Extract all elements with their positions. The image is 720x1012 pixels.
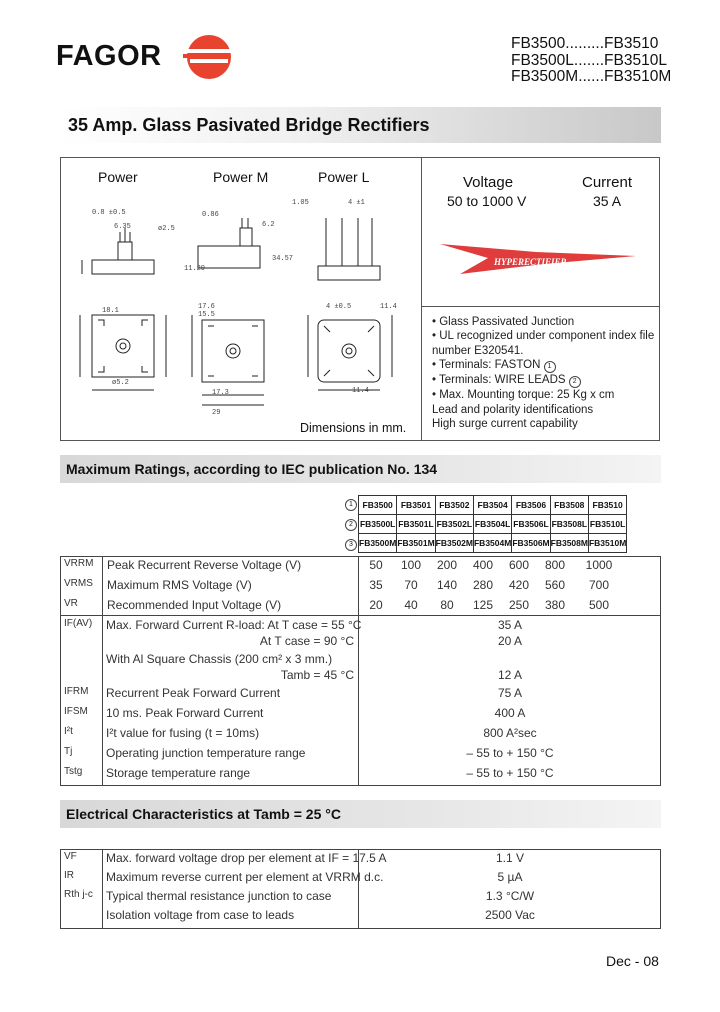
package-2-mark: 2 <box>345 519 357 531</box>
row-value: 125 <box>472 598 494 612</box>
row-symbol: IFRM <box>64 686 89 697</box>
row-value: 500 <box>588 598 610 612</box>
svg-text:34.57: 34.57 <box>272 255 294 263</box>
row-value: 400 <box>472 558 494 572</box>
row-description: Max. forward voltage drop per element at IF = 17.5 A <box>106 851 387 865</box>
model-range <box>511 36 671 86</box>
row-value: 80 <box>440 598 454 612</box>
row-description: I²t value for fusing (t = 10ms) <box>106 726 260 740</box>
row-value: 12 A <box>497 668 523 682</box>
row-value: 20 A <box>497 634 523 648</box>
row-value: 800 A²sec <box>483 726 537 740</box>
feature-list <box>432 315 654 431</box>
svg-text:17.3: 17.3 <box>212 389 229 397</box>
type-row <box>359 515 627 534</box>
type-cell: FB3501 <box>397 496 435 515</box>
row-value: 100 <box>400 558 422 572</box>
package-1-mark: 1 <box>544 361 556 373</box>
feature-item <box>432 373 654 388</box>
svg-text:4 ±0.5: 4 ±0.5 <box>326 303 352 311</box>
row-symbol: I²t <box>64 726 73 737</box>
row-description: Operating junction temperature range <box>106 746 306 760</box>
row-value: 200 <box>436 558 458 572</box>
row-description: 10 ms. Peak Forward Current <box>106 706 264 720</box>
banner-text: HYPERECTIFIER <box>494 257 567 267</box>
divider <box>421 157 422 441</box>
row-symbol: IF(AV) <box>64 618 93 629</box>
logo-text: FAGOR <box>56 40 162 72</box>
row-description: Maximum RMS Voltage (V) <box>107 578 252 592</box>
package-1-mark: 1 <box>345 499 357 511</box>
row-value: 40 <box>404 598 418 612</box>
svg-text:ø5.2: ø5.2 <box>112 379 129 387</box>
row-description: Peak Recurrent Reverse Voltage (V) <box>107 558 302 572</box>
row-value: 600 <box>508 558 530 572</box>
feature-item <box>432 358 654 373</box>
current-value: 35 A <box>593 193 622 209</box>
divider <box>102 849 103 929</box>
type-cell: FB3500 <box>359 496 397 515</box>
package-2-mark: 2 <box>569 376 581 388</box>
row-value: – 55 to + 150 °C <box>466 746 554 760</box>
row-symbol: IFSM <box>64 706 88 717</box>
row-value: 70 <box>404 578 418 592</box>
type-cell: FB3500M <box>359 534 397 553</box>
row-symbol: VRRM <box>64 558 94 569</box>
footer-date: Dec - 08 <box>606 953 659 969</box>
type-cell: FB3502M <box>435 534 473 553</box>
row-value: 420 <box>508 578 530 592</box>
fagor-logo-icon <box>180 34 238 80</box>
row-description: Maximum reverse current per element at VRRM d.c. <box>106 870 384 884</box>
voltage-value: 50 to 1000 V <box>447 193 527 209</box>
row-value: 50 <box>369 558 383 572</box>
divider <box>102 556 103 616</box>
type-row <box>359 534 627 553</box>
section-bar <box>60 800 661 828</box>
row-description: Typical thermal resistance junction to case <box>106 889 332 903</box>
feature-item: Lead and polarity identifications <box>432 403 594 416</box>
svg-text:0.86: 0.86 <box>202 211 219 219</box>
svg-text:ø2.5: ø2.5 <box>158 225 175 233</box>
type-cell: FB3506 <box>512 496 550 515</box>
type-cell: FB3502L <box>435 515 473 534</box>
row-value: 380 <box>544 598 566 612</box>
type-cell: FB3510M <box>588 534 626 553</box>
row-value: 250 <box>508 598 530 612</box>
package-3-mark: 3 <box>345 539 357 551</box>
row-value: 1000 <box>585 558 613 572</box>
divider <box>102 616 103 786</box>
feature-item: • Max. Mounting torque: 25 Kg x cm <box>432 389 615 402</box>
row-value: 1.1 V <box>495 851 525 865</box>
type-cell: FB3510L <box>588 515 626 534</box>
title-bar <box>60 107 661 143</box>
row-description: Max. Forward Current R-load: At T case = 55 °C <box>106 618 362 632</box>
svg-text:17.6: 17.6 <box>198 303 215 311</box>
row-description: Tamb = 45 °C <box>280 668 354 682</box>
type-cell: FB3506L <box>512 515 550 534</box>
package-label-power: Power <box>98 169 138 185</box>
svg-text:29: 29 <box>212 409 221 417</box>
row-value: 280 <box>472 578 494 592</box>
feature-item: number E320541. <box>432 344 524 357</box>
svg-text:0.8 ±0.5: 0.8 ±0.5 <box>92 209 126 217</box>
type-cell: FB3501M <box>397 534 435 553</box>
svg-text:4 ±1: 4 ±1 <box>348 199 365 207</box>
row-description: Storage temperature range <box>106 766 251 780</box>
row-value: 800 <box>544 558 566 572</box>
row-symbol: VF <box>64 851 77 862</box>
feature-item: High surge current capability <box>432 418 578 431</box>
dimensions-note: Dimensions in mm. <box>300 421 407 435</box>
row-value: – 55 to + 150 °C <box>466 766 554 780</box>
type-cell: FB3504L <box>473 515 511 534</box>
svg-text:11.4: 11.4 <box>380 303 397 311</box>
row-symbol: VRMS <box>64 578 93 589</box>
row-symbol: VR <box>64 598 78 609</box>
row-description: With Al Square Chassis (200 cm² x 3 mm.) <box>106 652 333 666</box>
row-value: 1.3 °C/W <box>485 889 535 903</box>
model-line: FB3500.........FB3510 <box>511 35 659 52</box>
section-bar <box>60 455 661 483</box>
type-cell: FB3501L <box>397 515 435 534</box>
feature-item: • Glass Passivated Junction <box>432 316 575 328</box>
svg-text:18.1: 18.1 <box>102 307 119 315</box>
row-value: 560 <box>544 578 566 592</box>
type-row <box>359 496 627 515</box>
feature-item: • UL recognized under component index file <box>432 330 655 343</box>
row-value: 35 A <box>497 618 523 632</box>
model-line: FB3500L.......FB3510L <box>511 51 667 69</box>
type-cell: FB3508L <box>550 515 588 534</box>
package-label-power-m: Power M <box>213 169 269 185</box>
type-cell: FB3508M <box>550 534 588 553</box>
svg-text:6.35: 6.35 <box>114 223 131 231</box>
row-description: Recurrent Peak Forward Current <box>106 686 281 700</box>
row-description: At T case = 90 °C <box>259 634 354 648</box>
row-value: 20 <box>369 598 383 612</box>
page-title: 35 Amp. Glass Pasivated Bridge Rectifiers <box>68 115 430 135</box>
type-cell: FB3504M <box>473 534 511 553</box>
type-cell: FB3500L <box>359 515 397 534</box>
type-cell: FB3508 <box>550 496 588 515</box>
type-cell: FB3504 <box>473 496 511 515</box>
type-cell: FB3506M <box>512 534 550 553</box>
row-value: 75 A <box>497 686 523 700</box>
package-drawings <box>62 190 418 420</box>
svg-text:11.4: 11.4 <box>352 387 369 395</box>
row-value: 140 <box>436 578 458 592</box>
voltage-label: Voltage <box>463 174 514 191</box>
row-value: 35 <box>369 578 383 592</box>
row-description: Recommended Input Voltage (V) <box>107 598 282 612</box>
divider <box>421 306 660 307</box>
row-value: 2500 Vac <box>485 908 535 922</box>
feature-item-text: • Terminals: WIRE LEADS <box>432 374 566 387</box>
row-value: 700 <box>588 578 610 592</box>
row-value: 400 A <box>494 706 526 720</box>
type-cell: FB3510 <box>588 496 626 515</box>
svg-text:15.5: 15.5 <box>198 311 215 319</box>
package-label-power-l: Power L <box>318 169 370 185</box>
svg-text:11.20: 11.20 <box>184 265 206 273</box>
current-label: Current <box>582 174 633 191</box>
type-cell: FB3502 <box>435 496 473 515</box>
row-value: 5 µA <box>497 870 523 884</box>
row-symbol: Tstg <box>64 766 83 777</box>
row-symbol: Tj <box>64 746 73 757</box>
electrical-title: Electrical Characteristics at Tamb = 25 °C <box>66 806 341 822</box>
svg-text:1.05: 1.05 <box>292 199 309 207</box>
hyperectifier-banner <box>440 238 638 278</box>
row-symbol: Rth j-c <box>64 889 93 900</box>
row-symbol: IR <box>64 870 74 881</box>
divider <box>358 616 359 786</box>
svg-text:6.2: 6.2 <box>262 221 275 229</box>
row-description: Isolation voltage from case to leads <box>106 908 295 922</box>
max-ratings-title: Maximum Ratings, according to IEC publication No. 134 <box>66 461 438 477</box>
type-header-table <box>358 495 627 553</box>
model-line: FB3500M......FB3510M <box>511 68 672 85</box>
feature-item-text: • Terminals: FASTON <box>432 359 541 372</box>
